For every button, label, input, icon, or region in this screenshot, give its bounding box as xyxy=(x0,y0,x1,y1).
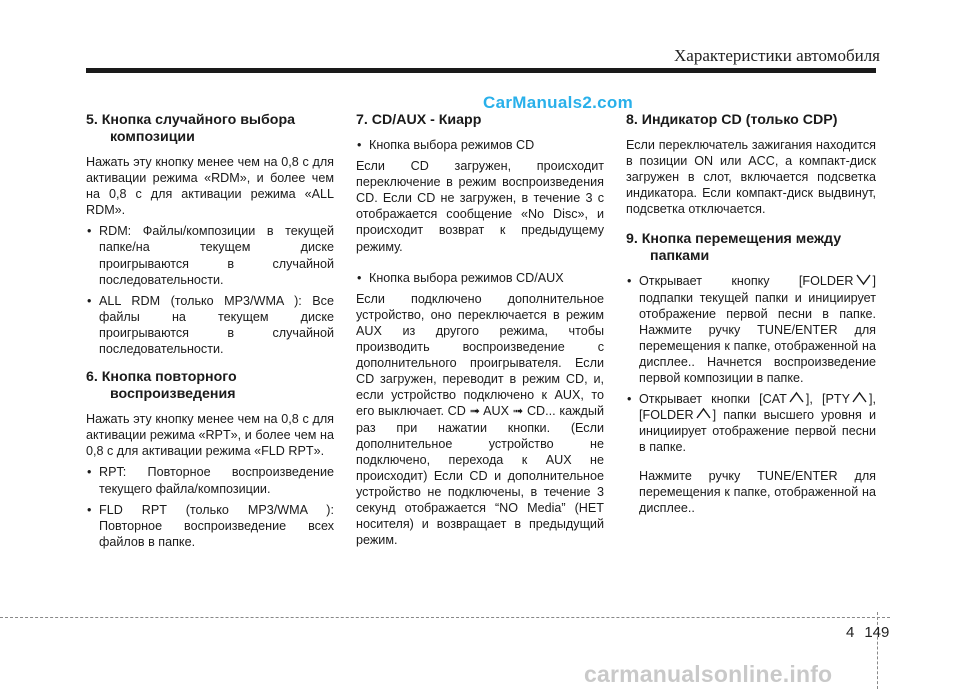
section-6-title: 6. Кнопка повторного воспроизведения xyxy=(86,369,237,403)
section-9-title: 9. Кнопка перемещения между папками xyxy=(626,231,842,265)
section-7-list-aux xyxy=(356,270,604,286)
page-number xyxy=(846,624,889,641)
section-7-text-aux: Если подключено дополнительное устройство, оно переключается в режим AUX из другого режима, чтобы производить воспроизведение с дополнительного проигрывателя. Если CD загружен, переводит в режим CD, и, если устройство подключено к AUX, то его выключает. CD ➟ AUX ➟ CD... каждый раз при нажатии кнопки. (Если дополнительное устройство не подключено, перехода к AUX не происходит) Если CD и дополнительное устройство не подключены, в течение 3 секунд отображается “NO Media” (НЕТ носителя) и возвращает в предыдущий режим. xyxy=(356,291,604,548)
chapter-number: 4 xyxy=(846,624,855,641)
section-9-bullet-folder-down xyxy=(626,273,876,386)
section-6-bullet-rpt: • RPT: Повторное воспроизведение текущего файла/композиции. xyxy=(86,464,334,496)
running-header-title: Характеристики автомобиля xyxy=(674,46,880,65)
column-left xyxy=(86,112,334,562)
watermark-bottom[interactable]: carmanualsonline.info xyxy=(584,661,833,687)
column-middle xyxy=(356,112,604,553)
section-6-list xyxy=(86,464,334,549)
section-6-text: Нажать эту кнопку менее чем на 0,8 с для активации режима «RPT», и более чем на 0,8 с для активации режима «FLD RPT». xyxy=(86,412,334,459)
section-9-text: Нажмите ручку TUNE/ENTER для перемещения к папке, отображенной на дисплее.. xyxy=(639,468,876,515)
chevron-down-icon xyxy=(855,273,872,286)
watermark-top[interactable]: CarManuals2.com xyxy=(483,93,633,112)
section-5-title: 5. Кнопка случайного выбора композиции xyxy=(86,112,296,145)
section-6-bullet-fld-rpt: • FLD RPT (только MP3/WMA ): Повторное воспроизведение всех файлов в папке. xyxy=(86,502,334,550)
chevron-up-icon xyxy=(851,391,868,404)
text: Открывает кнопку [FOLDER xyxy=(639,274,854,289)
section-5-bullet-all-rdm: • ALL RDM (только MP3/WMA ): Все файлы на текущем диске проигрываются в случайной последовательности. xyxy=(86,293,334,357)
section-5-list xyxy=(86,223,334,357)
header-rule xyxy=(86,68,876,73)
section-7-bullet-cd: • Кнопка выбора режимов CD xyxy=(356,137,604,153)
text: ], [PTY xyxy=(805,392,850,407)
section-5-text: Нажать эту кнопку менее чем на 0,8 с для активации режима «RDM», и более чем на 0,8 с для активации режима «ALL RDM». xyxy=(86,155,334,218)
section-8-text: Если переключатель зажигания находится в позиции ON или ACC, а компакт-диск загружен в слот, включается подсветка индикатора. Если компакт-диск выдвинут, подсветка отключается. xyxy=(626,138,876,217)
section-7-text-cd: Если CD загружен, происходит переключение в режим воспроизведения CD. Если CD не загружен, в течение 3 с отображается сообщение «No Disc», и происходит возврат к предыдущему режиму. xyxy=(356,159,604,254)
text: ] подпапки текущей папки и инициирует отображение первой песни в папке. Нажмите ручку TUNE/ENTER для перемещения к папке, отображенной на дисплее.. Начнется воспроизведение первой композиции в папке. xyxy=(639,274,876,386)
chevron-up-icon xyxy=(695,407,712,420)
section-8-title: 8. Индикатор CD (только CDP) xyxy=(626,112,838,128)
text: ], [FOLDER xyxy=(639,392,876,423)
text: Открывает кнопки [CAT xyxy=(639,392,787,407)
footer-rule xyxy=(0,617,890,618)
spacer xyxy=(356,260,604,270)
chevron-up-icon xyxy=(788,391,805,404)
section-5-bullet-rdm: • RDM: Файлы/композиции в текущей папке/на текущем диске проигрываются в случайной последовательности. xyxy=(86,223,334,287)
text: ] папки высшего уровня и инициирует отображение первой песни в папке. xyxy=(639,408,876,455)
section-7-bullet-aux: • Кнопка выбора режимов CD/AUX xyxy=(356,270,604,286)
section-9-bullet-folder-up xyxy=(626,391,876,455)
section-9-list xyxy=(626,273,876,455)
column-right xyxy=(626,112,876,521)
page-number-value: 149 xyxy=(864,624,890,641)
section-7-list-cd xyxy=(356,137,604,153)
section-7-title: 7. CD/AUX - Киарр xyxy=(356,112,482,128)
